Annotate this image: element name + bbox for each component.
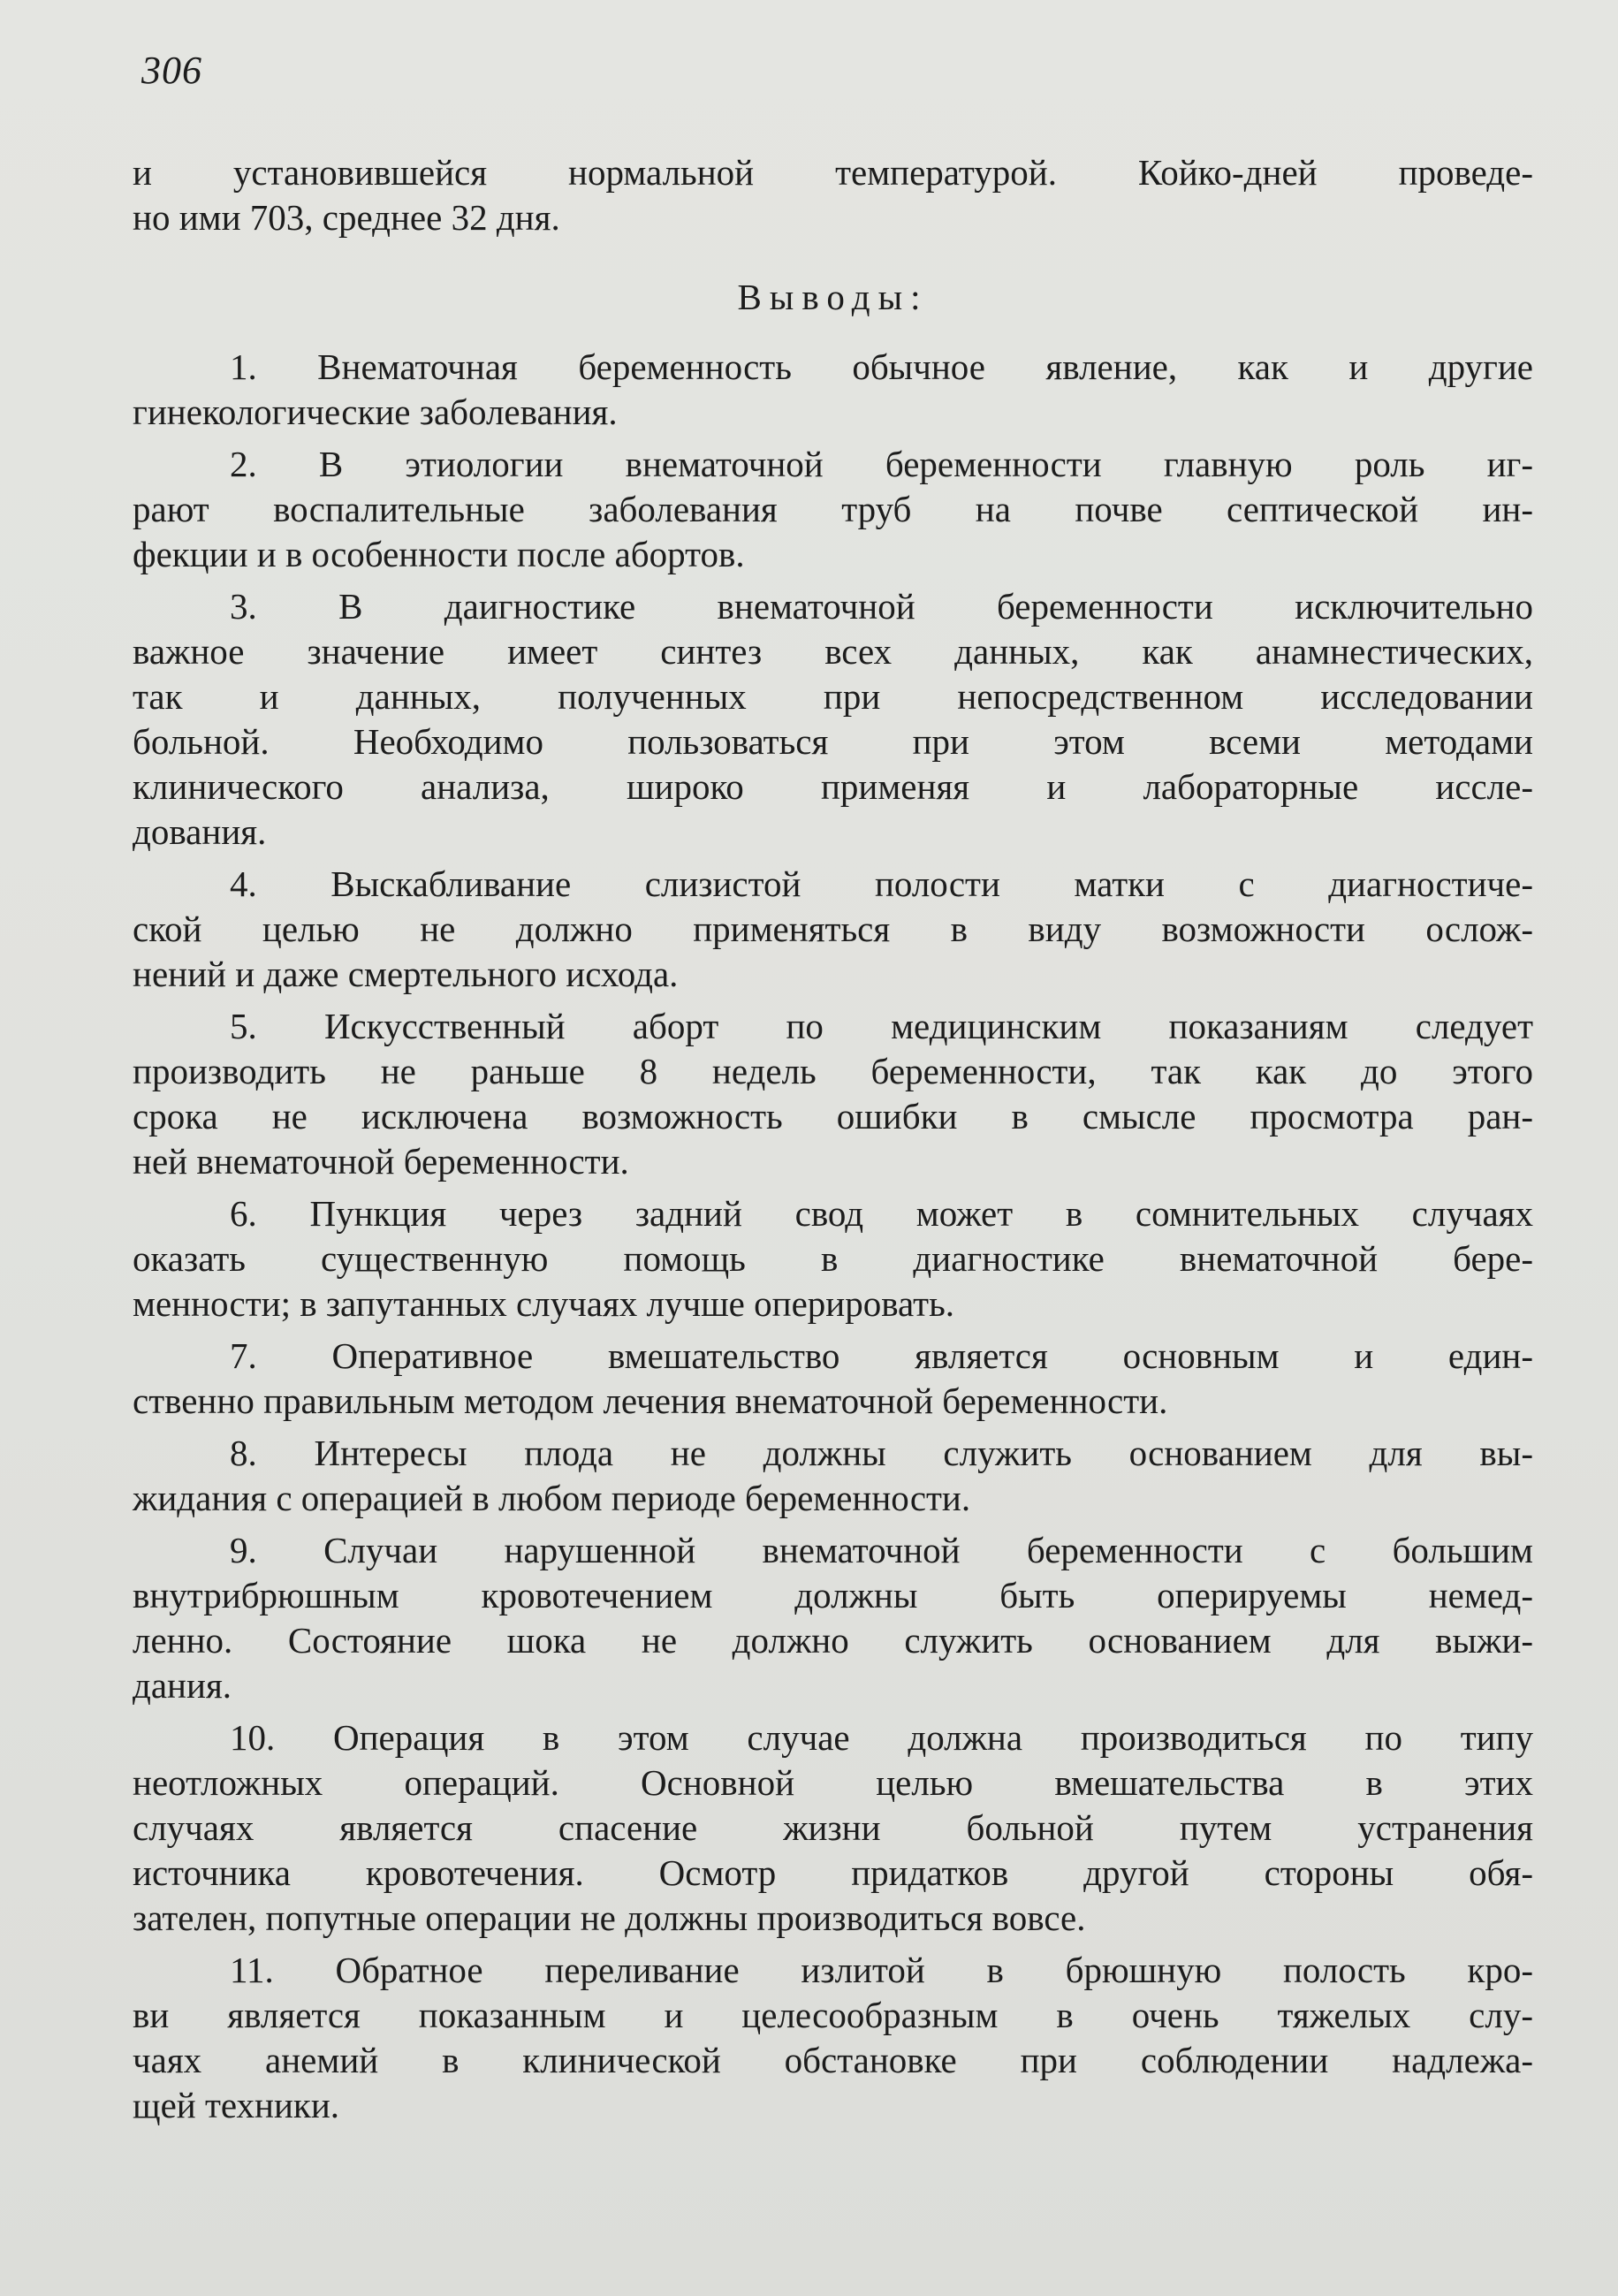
conclusion-item [133, 1948, 1533, 2128]
text-line: больной. Необходимо пользоваться при этом всеми методами [133, 721, 1533, 762]
text-line: 2. В этиологии внематочной беременности главную роль иг- [230, 444, 1533, 484]
text-line: дания. [133, 1665, 232, 1706]
conclusion-item [133, 584, 1533, 855]
conclusion-item [133, 862, 1533, 997]
text-line: 7. Оперативное вмешательство является основным и един- [230, 1335, 1533, 1376]
text-line: оказать существенную помощь в диагностике внематочной бере- [133, 1238, 1533, 1279]
section-heading: Выводы: [737, 277, 929, 317]
conclusion-item [133, 1191, 1533, 1327]
text-line: и установившейся нормальной температурой. Койко-дней проведе- [133, 152, 1533, 193]
text-line: так и данных, полученных при непосредственном исследовании [133, 676, 1533, 717]
text-line: срока не исключена возможность ошибки в смысле просмотра ран- [133, 1096, 1533, 1137]
conclusion-item [133, 345, 1533, 435]
text-line: 3. В даигностике внематочной беременности исключительно [230, 586, 1533, 627]
text-line: ней внематочной беременности. [133, 1141, 629, 1182]
text-line: клинического анализа, широко применяя и лабораторные иссле- [133, 766, 1533, 807]
text-line: фекции и в особенности после абортов. [133, 534, 745, 574]
text-line: но ими 703, среднее 32 дня. [133, 197, 560, 238]
text-line: ленно. Состояние шока не должно служить основанием для выжи- [133, 1620, 1533, 1661]
conclusion-item [133, 1431, 1533, 1521]
text-line: 11. Обратное переливание излитой в брюшную полость кро- [230, 1950, 1533, 1990]
page-number: 306 [141, 49, 202, 92]
text-line: неотложных операций. Основной целью вмешательства в этих [133, 1762, 1533, 1803]
text-line: жидания с операцией в любом периоде беременности. [133, 1478, 971, 1518]
intro-paragraph [133, 150, 1533, 240]
text-line: 5. Искусственный аборт по медицинским показаниям следует [230, 1006, 1533, 1046]
text-line: чаях анемий в клинической обстановке при соблюдении надлежа- [133, 2040, 1533, 2080]
text-block [133, 150, 1533, 2135]
text-line: ственно правильным методом лечения внематочной беременности. [133, 1380, 1168, 1421]
text-line: 9. Случаи нарушенной внематочной беременности с большим [230, 1530, 1533, 1570]
conclusion-item [133, 442, 1533, 577]
text-line: 4. Выскабливание слизистой полости матки с диагностиче- [230, 863, 1533, 904]
text-line: нений и даже смертельного исхода. [133, 954, 679, 994]
conclusion-item [133, 1004, 1533, 1184]
text-line: ви является показанным и целесообразным в очень тяжелых слу- [133, 1995, 1533, 2035]
text-line: 1. Внематочная беременность обычное явление, как и другие [230, 346, 1533, 387]
text-line: 6. Пункция через задний свод может в сомнительных случаях [230, 1193, 1533, 1234]
conclusion-item [133, 1715, 1533, 1941]
conclusion-item [133, 1334, 1533, 1424]
text-line: менности; в запутанных случаях лучше оперировать. [133, 1283, 955, 1324]
text-line: гинекологические заболевания. [133, 392, 618, 432]
text-line: источника кровотечения. Осмотр придатков другой стороны обя- [133, 1852, 1533, 1893]
text-line: 8. Интересы плода не должны служить основанием для вы- [230, 1433, 1533, 1473]
text-line: рают воспалительные заболевания труб на почве септической ин- [133, 489, 1533, 529]
text-line: зателен, попутные операции не должны производиться вовсе. [133, 1897, 1086, 1938]
text-line: важное значение имеет синтез всех данных, как анамнестических, [133, 631, 1533, 672]
conclusion-item [133, 1528, 1533, 1708]
text-line: дования. [133, 811, 267, 852]
text-line: ской целью не должно применяться в виду возможности ослож- [133, 909, 1533, 949]
text-line: 10. Операция в этом случае должна производиться по типу [230, 1717, 1533, 1758]
text-line: внутрибрюшным кровотечением должны быть оперируемы немед- [133, 1575, 1533, 1616]
text-line: случаях является спасение жизни больной путем устранения [133, 1807, 1533, 1848]
text-line: щей техники. [133, 2085, 340, 2125]
text-line: производить не раньше 8 недель беременности, так как до этого [133, 1051, 1533, 1091]
